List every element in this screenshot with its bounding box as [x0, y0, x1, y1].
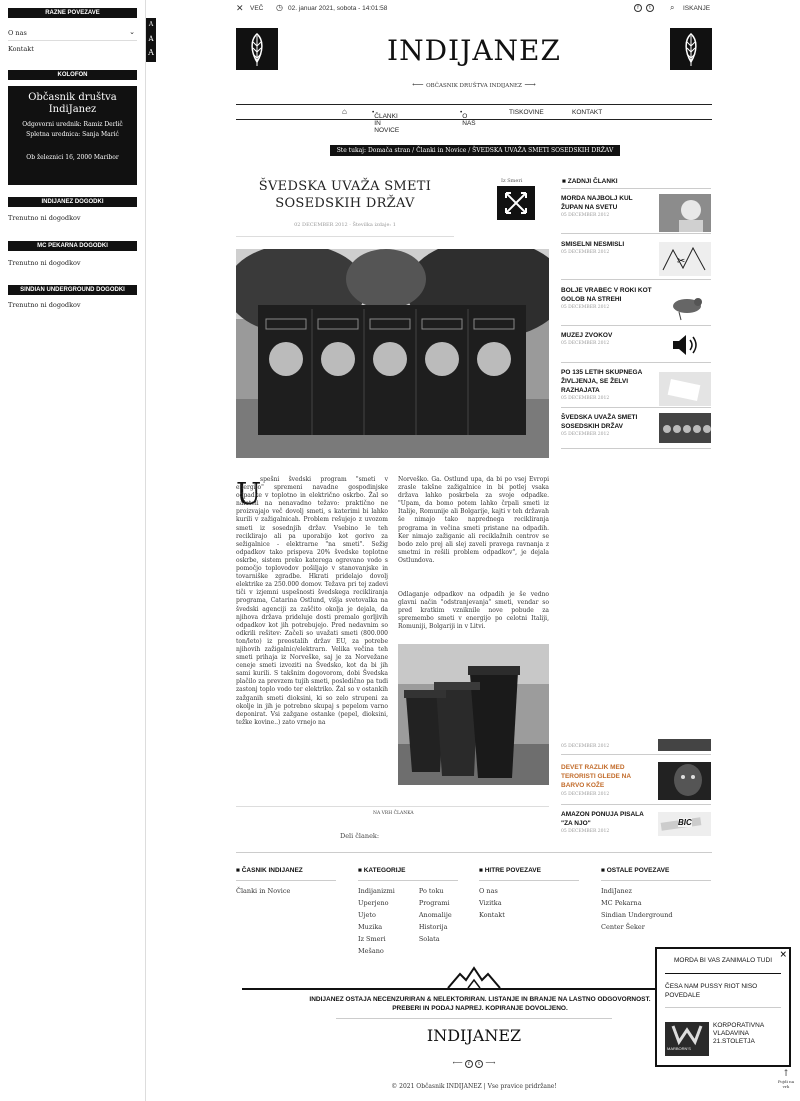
- footer-heading-text: OSTALE POVEZAVE: [606, 867, 670, 874]
- nav-item-tiskovine[interactable]: TISKOVINE: [509, 109, 544, 116]
- copyright: © 2021 Občasnik INDIJANEZ | Vse pravice pridržane!: [391, 1083, 557, 1090]
- nav-item-o-nas[interactable]: • O NAS: [460, 109, 476, 127]
- post-thumbnail[interactable]: [658, 762, 711, 800]
- latest-post[interactable]: [561, 331, 711, 363]
- facebook-icon[interactable]: f: [465, 1060, 473, 1068]
- footer-title[interactable]: INDIJANEZ: [426, 1026, 522, 1045]
- close-icon[interactable]: ×: [779, 950, 787, 960]
- site-title[interactable]: INDIJANEZ: [387, 34, 561, 67]
- post-thumbnail[interactable]: [659, 413, 711, 443]
- bic-logo: BIC: [678, 818, 692, 827]
- nav-label: O NAS: [462, 113, 476, 127]
- footer-heading-text: HITRE POVEZAVE: [484, 867, 541, 874]
- latest-post[interactable]: [561, 413, 711, 449]
- post-title[interactable]: PO 135 LETIH SKUPNEGA ŽIVLJENJA, SE ŽELVI RAZHAJATA: [561, 369, 643, 394]
- indijanez-dogodki-heading: INDIJANEZ DOGODKI: [8, 197, 137, 207]
- article-main-image: [236, 249, 549, 458]
- footer-col-kategorije: [358, 865, 458, 957]
- footer-link[interactable]: Anomalije: [418, 911, 452, 919]
- breadcrumb[interactable]: Ste tukaj: Domača stran / Članki in Novice / ŠVEDSKA UVAŽA SMETI SOSEDSKIH DRŽAV: [330, 145, 620, 156]
- footer-link[interactable]: Kontakt: [479, 911, 505, 919]
- kolofon-title: Občasnik društva IndiJanez: [28, 92, 117, 115]
- site-subtitle: [236, 80, 712, 89]
- banner-rule: [242, 988, 708, 990]
- facebook-icon[interactable]: f: [634, 4, 642, 12]
- footer-link[interactable]: Sindian Underground: [601, 911, 673, 919]
- footer-social: [444, 1059, 504, 1068]
- mc-pekarna-heading: MC PEKARNA DOGODKI: [8, 241, 137, 251]
- chevron-down-icon[interactable]: ⌄: [129, 28, 135, 36]
- article-title: ŠVEDSKA UVAŽA SMETI SOSEDSKIH DRŽAV: [258, 179, 432, 211]
- kolofon-spletna: Spletna urednica: Sanja Marić: [26, 131, 119, 138]
- scroll-to-top-label: Pojdi na vrh: [777, 1079, 795, 1089]
- footer-link[interactable]: Indijanizmi: [358, 887, 395, 895]
- vec-link[interactable]: VEČ: [250, 5, 264, 12]
- font-small-button[interactable]: A: [148, 21, 154, 28]
- kolofon-box: [8, 86, 137, 185]
- article-column-2b: Odlaganje odpadkov na odpadih je še vedno glavni način "odstranjevanja" smeti, vendar so pred kratkim vzniknile nove pobude za spremembo smeti v energijo po celotni Italiji, Romuniji, Bolgariji in v Litvi.: [398, 591, 549, 631]
- article-meta: 02 DECEMBER 2012 · Številka izdaje: 1: [294, 222, 396, 228]
- latest-post[interactable]: [561, 240, 711, 280]
- footer-link[interactable]: Članki in Novice: [236, 887, 291, 895]
- footer-link[interactable]: Historija: [418, 923, 448, 931]
- arrow-right-icon: ⟶: [483, 1059, 496, 1067]
- font-medium-button[interactable]: A: [148, 35, 154, 43]
- nav-item-clanki[interactable]: • ČLANKI IN NOVICE: [372, 109, 400, 134]
- latest-post[interactable]: [561, 194, 711, 234]
- left-sidebar: [0, 0, 146, 1101]
- post-date: 05 DECEMBER 2012: [561, 432, 610, 437]
- post-thumbnail[interactable]: [659, 194, 711, 232]
- popup-post-thumbnail[interactable]: [665, 1022, 709, 1056]
- footer-col-hitre: [479, 865, 579, 921]
- popup-post-link[interactable]: KORPORATIVNA VLADAVINA 21.STOLETJA: [713, 1022, 764, 1045]
- nav-item-kontakt[interactable]: KONTAKT: [572, 109, 603, 116]
- post-date: 05 DECEMBER 2012: [561, 744, 610, 749]
- main-nav: [236, 104, 712, 134]
- post-title[interactable]: AMAZON PONUJA PISALA "ZA NJO": [561, 811, 644, 827]
- post-date: 05 DECEMBER 2012: [561, 792, 610, 797]
- post-thumbnail[interactable]: [659, 288, 711, 322]
- font-size-controls: [146, 18, 156, 62]
- kolofon-address: Ob železnici 16, 2000 Maribor: [26, 154, 119, 161]
- footer-heading: ■ HITRE POVEZAVE: [479, 865, 579, 881]
- current-date: 02. januar 2021, sobota - 14:01:58: [288, 5, 388, 12]
- footer-link[interactable]: MC Pekarna: [601, 899, 642, 907]
- footer-link[interactable]: Mešano: [358, 947, 384, 955]
- divider: [561, 804, 711, 805]
- divider: [336, 1018, 612, 1019]
- footer-banner: INDIJANEZ OSTAJA NECENZURIRAN & NELEKTORIRAN. LISTANJE IN BRANJE NA LASTNO ODGOVORNOST. PREBERI IN PODAJ NAPREJ. KOPIRANJE DOVOLJENO.: [309, 996, 651, 1012]
- scroll-to-top[interactable]: [776, 1069, 796, 1089]
- back-to-top-link[interactable]: NA VRH ČLANKA: [373, 811, 414, 816]
- divider: [665, 973, 781, 974]
- footer-link[interactable]: Uperjeno: [358, 899, 389, 907]
- footer-heading: ■ KATEGORIJE: [358, 865, 458, 881]
- sindian-text: Trenutno ni dogodkov: [8, 301, 81, 309]
- latest-heading-text: ZADNJI ČLANKI: [567, 178, 618, 185]
- kolofon-heading: KOLOFON: [8, 70, 137, 80]
- post-title[interactable]: BOLJE VRABEC V ROKI KOT GOLOB NA STREHI: [561, 287, 652, 303]
- footer-link[interactable]: Vizitka: [479, 899, 502, 907]
- post-title[interactable]: MUZEJ ZVOKOV: [561, 332, 613, 339]
- divider: [236, 806, 549, 807]
- drop-cap: U: [236, 477, 262, 512]
- related-popup: [655, 947, 791, 1067]
- razne-povezave-heading: RAZNE POVEZAVE: [8, 8, 137, 18]
- article-column-1: spešni švedski program "smeti v energijo" spremeni navadne gospodinjske odpadke v toplotno in električno oskrbo. Žal so naleteli na nenavadno težavo: praktično ne proizvajajo več dovolj smeti, s katerimi bi lahko kurili v zažigalnicah. Problem rešujejo z uvozom smeti iz sosednjih držav. Vsebino le teh reciklirajo ali pa uporabijo kot gorivo za sežigalnice - elektrarne "na smeti". Sežig odpadkov tako prispeva 20% švedske toplotne oskrbe, sistem preko katerega ogrevano vodo s pomočjo toplovodov pošiljajo v stanovanjske in tovarniške zgradbe. Hkrati pridelajo dovolj elektrike za 250.000 domov. Težava pri tej zadevi tiči v izjemni uspešnosti švedskega recikliranja programa, Catarina Ostlund, višja svetovalka na švedski agenciji za zaščito okolja je dejala, da njihova država prideluje dosti premalo gorljivih odpadkov kot jih potrebujejo. Pred nedavnim so odkrili rešitev: Začeli so uvažati smeti (800.000 ton/leto) iz preostalih držav EU, za potrebe njihovih zažigalnic/elektrarn. Velika večina teh smeti prihaja iz Norveške, saj je za Norvežane ceneje smeti izvoziti na Švedsko, kot da bi jih sami kurili. S takšnim dogovorom, dobi Švedska plačilo za prevzem tujih smeti, posledično pa tudi zastonj toplo vodo ter elektriko. Žal so v ostankih zažganih smeti dioksini, ki so zelo strupeni za okolje in jih je potrebno skupaj s pepelom varno deponirat. Vsi zažgane ostanke (pepel, dioksini, težke kovine..) zato vrnejo na: [236, 476, 388, 726]
- divider: [665, 1007, 781, 1008]
- indijanez-dogodki-text: Trenutno ni dogodkov: [8, 214, 81, 222]
- post-thumbnail[interactable]: [659, 372, 711, 406]
- home-icon[interactable]: ⌂: [342, 107, 347, 116]
- footer-link[interactable]: Solata: [418, 935, 440, 943]
- footer-link[interactable]: Center Šeker: [601, 923, 645, 931]
- footer-link[interactable]: Po toku: [418, 887, 444, 895]
- post-title[interactable]: SMISELNI NESMISLI: [561, 241, 625, 248]
- latest-post[interactable]: [561, 286, 711, 326]
- speaker-icon[interactable]: [659, 331, 711, 359]
- arrow-right-icon: ⟶: [521, 80, 536, 89]
- post-thumbnail[interactable]: [658, 812, 711, 836]
- menu-item-kontakt[interactable]: Kontakt: [8, 45, 34, 53]
- post-title[interactable]: DEVET RAZLIK MED TERORISTI GLEDE NA BARVO KOŽE: [561, 764, 631, 789]
- popup-img-caption: MARBORN'S: [667, 1046, 691, 1051]
- post-title[interactable]: ŠVEDSKA UVAŽA SMETI SOSEDSKIH DRŽAV: [561, 414, 638, 430]
- footer-link[interactable]: IndiJanez: [601, 887, 632, 895]
- footer-col-casnik: [236, 865, 336, 897]
- latest-heading: [562, 178, 712, 185]
- mountain-logo-icon: [446, 966, 502, 990]
- post-date: 05 DECEMBER 2012: [561, 829, 610, 834]
- menu-item-o-nas[interactable]: [8, 29, 137, 41]
- post-date: 05 DECEMBER 2012: [561, 396, 610, 401]
- divider: [236, 852, 712, 853]
- footer-heading-text: ČASNIK INDIJANEZ: [241, 867, 303, 874]
- category-label[interactable]: Iz Smeri: [501, 178, 523, 184]
- close-icon[interactable]: ✕: [236, 3, 244, 13]
- footer-link[interactable]: Iz Smeri: [358, 935, 386, 943]
- footer-heading-text: KATEGORIJE: [363, 867, 406, 874]
- twitter-icon[interactable]: t: [475, 1060, 483, 1068]
- divider: [236, 236, 454, 237]
- site-subtitle-text: OBČASNIK DRUŠTVA INDIJANEZ: [426, 83, 522, 89]
- post-thumbnail[interactable]: [659, 242, 711, 276]
- post-date: 05 DECEMBER 2012: [561, 305, 610, 310]
- twitter-icon[interactable]: t: [646, 4, 654, 12]
- search-icon[interactable]: ⌕: [670, 3, 675, 12]
- arrow-left-icon: ⟵: [452, 1059, 465, 1067]
- popup-heading: MORDA BI VAS ZANIMALO TUDI: [674, 957, 772, 964]
- category-icon[interactable]: [497, 186, 535, 220]
- post-date: 05 DECEMBER 2012: [561, 341, 610, 346]
- article-column-2a: Norveško. Ga. Ostlund upa, da bi po vsej Evropi zrasle takšne zažigalnice in bi potlej vsaka država lahko poskrbela za svoje odpadke. "Upam, da bomo potem lahko črpali smeti iz Italije, Romunije ali Bolgarije, kajti v teh državah še nimajo tako naprednega recikliranja programa in večina smeti pristane na odpadih. Ker nimajo zažiganic ali reciklažnih centrov se bodo zelo prej ali slej zaveli pravega ravnanja z smetmi in rešili problem odpadkov", je dejala Ostlundova.: [398, 476, 549, 564]
- post-title[interactable]: MORDA NAJBOLJ KUL ŽUPAN NA SVETU: [561, 195, 633, 211]
- search-link[interactable]: ISKANJE: [683, 5, 711, 12]
- kolofon-odgovorni: Odgovorni urednik: Ramiz Derlič: [22, 121, 123, 128]
- divider: [561, 188, 711, 189]
- footer-heading: ■ ČASNIK INDIJANEZ: [236, 865, 336, 881]
- post-date: 05 DECEMBER 2012: [561, 250, 610, 255]
- share-label: Deli članek:: [340, 832, 380, 840]
- footer-link[interactable]: Programi: [418, 899, 450, 907]
- popup-post-link[interactable]: ČESA NAM PUSSY RIOT NISO POVEDALE: [665, 983, 758, 999]
- font-large-button[interactable]: A: [148, 48, 154, 57]
- divider: [561, 754, 711, 755]
- latest-post[interactable]: [561, 368, 711, 408]
- footer-link[interactable]: Ujeto: [358, 911, 376, 919]
- menu-item-label: O nas: [8, 29, 27, 37]
- post-date: 05 DECEMBER 2012: [561, 213, 610, 218]
- nav-label: ČLANKI IN NOVICE: [374, 113, 400, 134]
- bullet-icon: ■: [562, 178, 568, 185]
- footer-heading: ■ OSTALE POVEZAVE: [601, 865, 711, 881]
- footer-col-ostale: [601, 865, 711, 933]
- bins-image: [398, 644, 549, 785]
- sindian-heading: SINDIAN UNDERGROUND DOGODKI: [8, 285, 137, 295]
- top-bar: [236, 2, 712, 16]
- post-thumbnail[interactable]: [658, 739, 711, 751]
- clock-icon: ◷: [276, 3, 283, 12]
- footer-link[interactable]: O nas: [479, 887, 498, 895]
- mc-pekarna-text: Trenutno ni dogodkov: [8, 259, 81, 267]
- footer-link[interactable]: Muzika: [358, 923, 383, 931]
- svg-text:✂: ✂: [677, 256, 686, 267]
- arrow-left-icon: ⟵: [412, 80, 427, 89]
- arrow-up-icon: ↑: [782, 1069, 790, 1079]
